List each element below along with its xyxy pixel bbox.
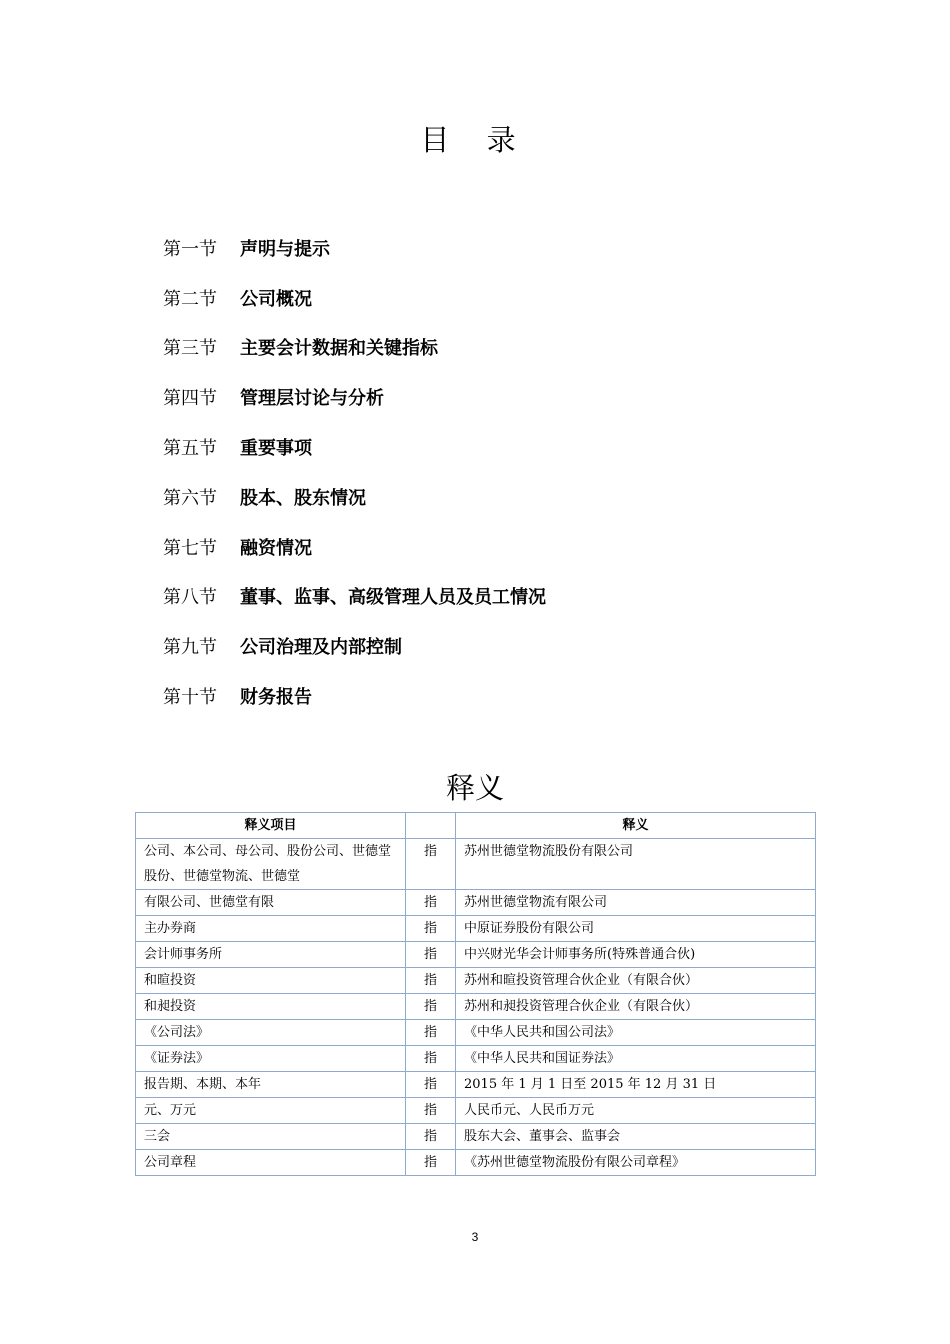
cell-mark: 指: [406, 1020, 456, 1046]
cell-term: 《公司法》: [136, 1020, 406, 1046]
cell-meaning: 《中华人民共和国证券法》: [456, 1046, 816, 1072]
cell-term: 公司章程: [136, 1150, 406, 1176]
cell-term: 和昶投资: [136, 994, 406, 1020]
cell-mark: 指: [406, 890, 456, 916]
cell-mark: 指: [406, 942, 456, 968]
toc-item-label: 董事、监事、高级管理人员及员工情况: [240, 587, 546, 609]
definitions-title: 释义: [445, 771, 504, 805]
table-row: [136, 994, 816, 1020]
toc-item-number: 第四节: [163, 388, 217, 410]
toc-item-number: 第二节: [163, 288, 217, 310]
table-row: [136, 1046, 816, 1072]
cell-meaning: 《中华人民共和国公司法》: [456, 1020, 816, 1046]
cell-meaning: 中原证券股份有限公司: [456, 916, 816, 942]
toc-item-label: 声明与提示: [240, 238, 330, 260]
cell-mark: 指: [406, 1150, 456, 1176]
toc-item[interactable]: [163, 275, 803, 325]
toc-item-label: 重要事项: [240, 438, 312, 460]
cell-mark: 指: [406, 1098, 456, 1124]
table-header-row: [136, 813, 816, 839]
toc-item[interactable]: [163, 325, 803, 375]
table-row: [136, 890, 816, 916]
table-row: [136, 1150, 816, 1176]
toc-item[interactable]: [163, 524, 803, 574]
table-row: [136, 1098, 816, 1124]
cell-term: 公司、本公司、母公司、股份公司、世德堂股份、世德堂物流、世德堂: [136, 839, 406, 890]
toc-item-label: 财务报告: [240, 687, 312, 709]
cell-mark: 指: [406, 839, 456, 890]
cell-mark: 指: [406, 1072, 456, 1098]
toc-item-number: 第五节: [163, 438, 217, 460]
cell-mark: 指: [406, 968, 456, 994]
cell-mark: 指: [406, 1124, 456, 1150]
table-row: [136, 1020, 816, 1046]
cell-mark: 指: [406, 994, 456, 1020]
table-row: [136, 1072, 816, 1098]
toc-item-number: 第八节: [163, 587, 217, 609]
cell-term: 有限公司、世德堂有限: [136, 890, 406, 916]
toc-item-label: 公司概况: [240, 288, 312, 310]
table-row: [136, 968, 816, 994]
cell-meaning: 苏州和昶投资管理合伙企业（有限合伙）: [456, 994, 816, 1020]
toc-item[interactable]: [163, 574, 803, 624]
cell-meaning: 中兴财光华会计师事务所(特殊普通合伙): [456, 942, 816, 968]
toc-item[interactable]: [163, 474, 803, 524]
table-row: [136, 839, 816, 890]
cell-term: 报告期、本期、本年: [136, 1072, 406, 1098]
cell-term: 主办券商: [136, 916, 406, 942]
cell-meaning: 苏州和暄投资管理合伙企业（有限合伙）: [456, 968, 816, 994]
toc-item-number: 第一节: [163, 238, 217, 260]
toc-item[interactable]: [163, 623, 803, 673]
cell-meaning: 苏州世德堂物流有限公司: [456, 890, 816, 916]
toc-item-number: 第十节: [163, 687, 217, 709]
cell-meaning: 股东大会、董事会、监事会: [456, 1124, 816, 1150]
header-term: 释义项目: [136, 813, 406, 839]
definitions-table: [135, 812, 816, 1176]
toc-item-number: 第三节: [163, 338, 217, 360]
toc-item-label: 股本、股东情况: [240, 487, 366, 509]
toc-item-number: 第九节: [163, 637, 217, 659]
header-blank: [406, 813, 456, 839]
cell-meaning: 苏州世德堂物流股份有限公司: [456, 839, 816, 890]
toc-item-label: 主要会计数据和关键指标: [240, 338, 438, 360]
cell-term: 和暄投资: [136, 968, 406, 994]
cell-mark: 指: [406, 1046, 456, 1072]
toc-item[interactable]: [163, 673, 803, 723]
cell-term: 元、万元: [136, 1098, 406, 1124]
table-row: [136, 942, 816, 968]
table-row: [136, 916, 816, 942]
table-row: [136, 1124, 816, 1150]
toc-item-number: 第六节: [163, 487, 217, 509]
cell-term: 会计师事务所: [136, 942, 406, 968]
toc-title: 目 录: [420, 123, 530, 157]
toc-list: [163, 225, 803, 723]
header-meaning: 释义: [456, 813, 816, 839]
page-number: 3: [471, 1230, 479, 1244]
cell-term: 三会: [136, 1124, 406, 1150]
toc-item[interactable]: [163, 374, 803, 424]
toc-item[interactable]: [163, 424, 803, 474]
toc-item-label: 管理层讨论与分析: [240, 388, 384, 410]
cell-meaning: 人民币元、人民币万元: [456, 1098, 816, 1124]
toc-item-label: 融资情况: [240, 537, 312, 559]
cell-meaning: 2015 年 1 月 1 日至 2015 年 12 月 31 日: [456, 1072, 816, 1098]
toc-item-label: 公司治理及内部控制: [240, 637, 402, 659]
toc-item[interactable]: [163, 225, 803, 275]
cell-meaning: 《苏州世德堂物流股份有限公司章程》: [456, 1150, 816, 1176]
cell-mark: 指: [406, 916, 456, 942]
cell-term: 《证券法》: [136, 1046, 406, 1072]
toc-item-number: 第七节: [163, 537, 217, 559]
